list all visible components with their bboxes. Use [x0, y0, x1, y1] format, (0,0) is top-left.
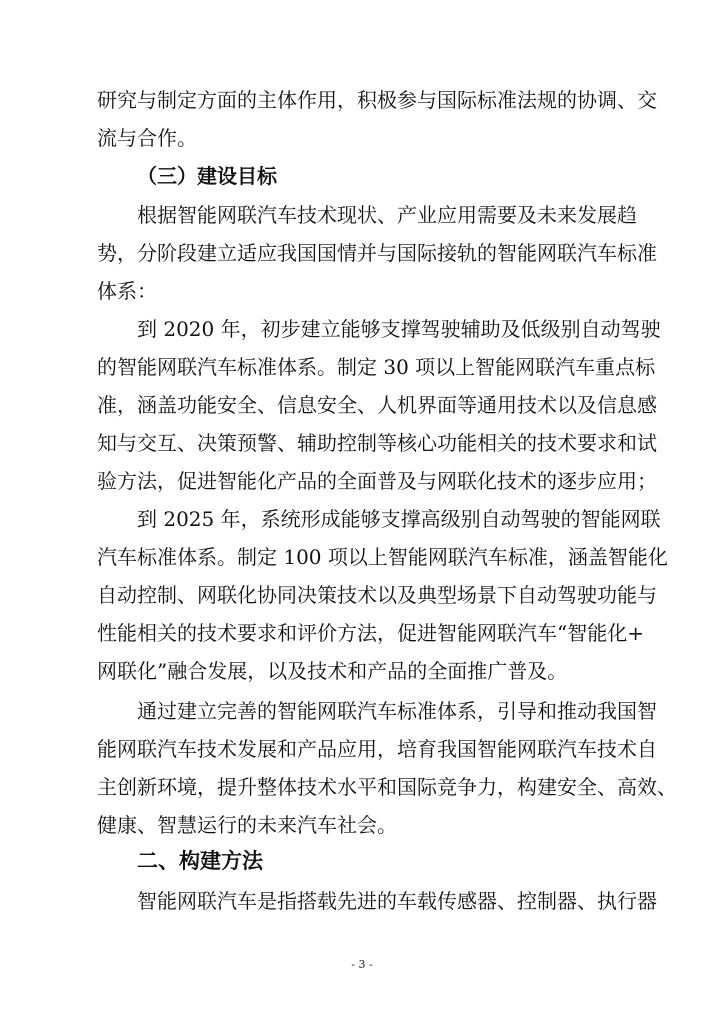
paragraph-line: 健康、智慧运行的未来汽车社会。 [97, 813, 397, 837]
section-heading-construction-method: 二、构建方法 [137, 849, 263, 873]
paragraph-line: 体系： [97, 279, 157, 303]
paragraph-line: 网联化”融合发展，以及技术和产品的全面推广普及。 [97, 659, 568, 683]
paragraph-line: 根据智能网联汽车技术现状、产业应用需要及未来发展趋 [137, 203, 637, 227]
paragraph-line: 汽车标准体系。制定 100 项以上智能网联汽车标准，涵盖智能化 [97, 545, 668, 569]
paragraph-line: 知与交互、决策预警、辅助控制等核心功能相关的技术要求和试 [97, 431, 657, 455]
paragraph-line: 自动控制、网联化协同决策技术以及典型场景下自动驾驶功能与 [97, 583, 657, 607]
paragraph-line: 性能相关的技术要求和评价方法，促进智能网联汽车“智能化+ [97, 621, 644, 645]
paragraph-line: 验方法，促进智能化产品的全面普及与网联化技术的逐步应用； [97, 469, 657, 493]
paragraph-line: 准，涵盖功能安全、信息安全、人机界面等通用技术以及信息感 [97, 393, 657, 417]
subheading-construction-goals: （三）建设目标 [137, 164, 277, 188]
paragraph-line: 研究与制定方面的主体作用，积极参与国际标准法规的协调、交 [97, 88, 657, 112]
page-number: - 3 - [351, 958, 373, 971]
paragraph-line: 流与合作。 [97, 126, 197, 150]
paragraph-line: 势，分阶段建立适应我国国情并与国际接轨的智能网联汽车标准 [97, 241, 657, 265]
paragraph-line: 智能网联汽车是指搭载先进的车载传感器、控制器、执行器 [137, 889, 657, 913]
paragraph-line: 到 2020 年，初步建立能够支撑驾驶辅助及低级别自动驾驶 [137, 317, 661, 341]
paragraph-line: 主创新环境，提升整体技术水平和国际竞争力，构建安全、高效、 [97, 775, 677, 799]
paragraph-line: 的智能网联汽车标准体系。制定 30 项以上智能网联汽车重点标 [97, 355, 656, 379]
paragraph-line: 到 2025 年，系统形成能够支撑高级别自动驾驶的智能网联 [137, 507, 661, 531]
paragraph-line: 能网联汽车技术发展和产品应用，培育我国智能网联汽车技术自 [97, 737, 657, 761]
paragraph-line: 通过建立完善的智能网联汽车标准体系，引导和推动我国智 [137, 699, 657, 723]
